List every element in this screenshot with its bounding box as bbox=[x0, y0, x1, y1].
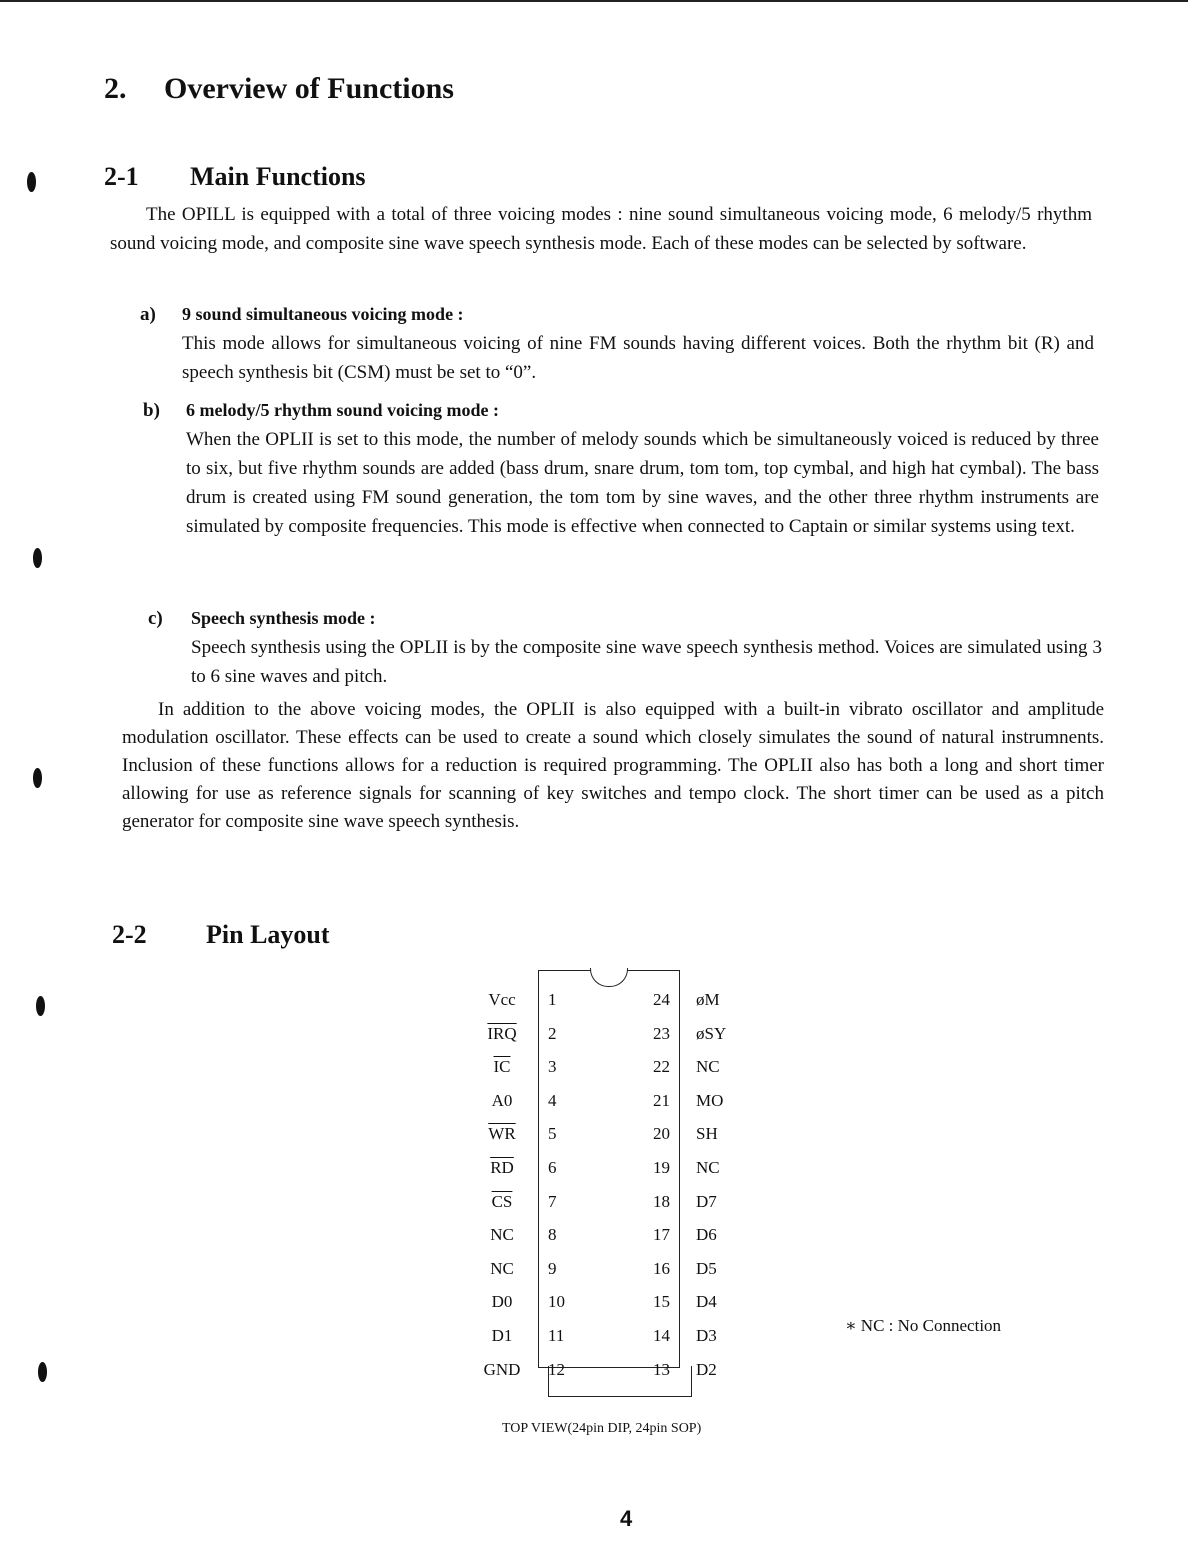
punch-hole bbox=[36, 996, 45, 1016]
punch-hole bbox=[38, 1362, 47, 1382]
section-title: Overview of Functions bbox=[164, 72, 454, 105]
pin-number-right: 17 bbox=[653, 1225, 670, 1245]
page-number: 4 bbox=[620, 1506, 633, 1531]
pin-name-left: $\overline{IC}$ bbox=[493, 1057, 511, 1077]
mode-item-label: b) bbox=[143, 400, 160, 421]
mode-item-a bbox=[140, 300, 1094, 387]
pin-layout-heading bbox=[112, 920, 330, 950]
pin-number-left: 8 bbox=[548, 1225, 557, 1245]
pin-name-right: D3 bbox=[696, 1326, 717, 1345]
pin-name-left: Vcc bbox=[488, 990, 516, 1009]
pin-number-left: 2 bbox=[548, 1023, 557, 1043]
mode-item-title: 6 melody/5 rhythm sound voicing mode : bbox=[186, 400, 500, 420]
pin-number-right: 14 bbox=[653, 1326, 670, 1345]
pin-name-right: D6 bbox=[696, 1225, 717, 1245]
pin-name-right: NC bbox=[696, 1158, 720, 1177]
mode-item-label: c) bbox=[148, 608, 163, 629]
mode-item-title: 9 sound simultaneous voicing mode : bbox=[182, 304, 464, 324]
pin-name-right: NC bbox=[696, 1057, 720, 1077]
pin-name-left: $\overline{CS}$ bbox=[491, 1191, 513, 1211]
pin-number-right: 21 bbox=[653, 1090, 670, 1110]
pin-number-left: 6 bbox=[548, 1158, 557, 1177]
mode-item-text: This mode allows for simultaneous voicing of nine FM sounds having different voices. Both the rhythm bit (R) and speech synthesis bit (CSM) must be set to “0”. bbox=[182, 333, 1094, 383]
pin-number-left: 1 bbox=[548, 990, 557, 1009]
pin-number-left: 7 bbox=[548, 1191, 557, 1211]
pin-name-left: $\overline{RD}$ bbox=[490, 1158, 514, 1177]
pin-name-right: D4 bbox=[696, 1292, 717, 1312]
pin-name-left: NC bbox=[490, 1225, 514, 1245]
pin-name-right: øM bbox=[696, 990, 720, 1009]
pin-number-right: 22 bbox=[653, 1057, 670, 1077]
scan-top-edge bbox=[0, 0, 1188, 2]
pin-name-left: A0 bbox=[491, 1090, 513, 1110]
intro-paragraph: The OPILL is equipped with a total of three voicing modes : nine sound simultaneous voicing mode, 6 melody/5 rhythm sound voicing mode, and composite sine wave speech synthesis mode. Each of these modes can be selected by software. bbox=[110, 204, 1092, 254]
pin-number-right: 24 bbox=[653, 990, 670, 1009]
pin-name-left: $\overline{WR}$ bbox=[488, 1124, 516, 1144]
pin-number-left: 11 bbox=[548, 1326, 565, 1345]
pin-name-right: D7 bbox=[696, 1191, 717, 1211]
mode-item-label: a) bbox=[140, 304, 156, 325]
closing-paragraph: In addition to the above voicing modes, the OPLII is also equipped with a built-in vibrato oscillator and amplitude modulation oscillator. These effects can be used to create a sound which closely simulates the sound of natural instrumnents. Inclusion of these functions allows for a reduction is required programming. The OPLII also has both a long and short timer allowing for use as reference signals for scanning of key switches and tempo clock. The short timer can be used as a pitch generator for composite sine wave speech synthesis. bbox=[122, 699, 1104, 832]
pin-name-left: NC bbox=[490, 1258, 514, 1278]
punch-hole bbox=[27, 172, 36, 192]
mode-item-title: Speech synthesis mode : bbox=[191, 608, 376, 628]
pin-number-right: 16 bbox=[653, 1258, 670, 1278]
pin-name-left: D1 bbox=[491, 1326, 513, 1345]
mode-item-text: Speech synthesis using the OPLII is by the composite sine wave speech synthesis method. Voices are simulated using 3 to 6 sine waves and pitch. bbox=[191, 637, 1102, 687]
pin-diagram-caption: TOP VIEW(24pin DIP, 24pin SOP) bbox=[502, 1421, 702, 1436]
punch-hole bbox=[33, 548, 42, 568]
pin-number-right: 20 bbox=[653, 1124, 670, 1144]
pin-name-right: MO bbox=[696, 1090, 724, 1110]
pin-name-right: D2 bbox=[696, 1359, 717, 1379]
mode-item-text: When the OPLII is set to this mode, the number of melody sounds which be simultaneously voiced is reduced by three to six, but five rhythm sounds are added (bass drum, snare drum, tom tom, top cymbal, and high hat cymbal). The bass drum is created using FM sound generation, the tom tom by sine waves, and the other three rhythm instruments are simulated by composite frequencies. This mode is effective when connected to Captain or similar systems using text. bbox=[186, 429, 1099, 537]
pin-number-right: 23 bbox=[653, 1023, 670, 1043]
pin-number-left: 10 bbox=[548, 1292, 565, 1312]
main-functions-title: Main Functions bbox=[190, 162, 366, 191]
pin-number-left: 4 bbox=[548, 1090, 557, 1110]
pin-name-right: SH bbox=[696, 1124, 718, 1144]
main-functions-number: 2-1 bbox=[104, 162, 139, 191]
section-heading bbox=[104, 72, 454, 106]
main-functions-heading bbox=[104, 162, 366, 192]
mode-item-c bbox=[148, 604, 1102, 691]
pin-layout-number: 2-2 bbox=[112, 920, 147, 949]
nc-footnote: ∗ NC : No Connection bbox=[845, 1316, 1002, 1335]
pin-number-left: 9 bbox=[548, 1258, 557, 1278]
pin-name-right: D5 bbox=[696, 1258, 717, 1278]
pin-number-right: 18 bbox=[653, 1191, 670, 1211]
pin-layout-title: Pin Layout bbox=[206, 920, 330, 949]
pin-number-left: 5 bbox=[548, 1124, 557, 1144]
mode-item-b bbox=[143, 396, 1099, 541]
pin-name-left: $\overline{IRQ}$ bbox=[487, 1023, 517, 1043]
pin-number-left: 12 bbox=[548, 1359, 565, 1379]
pin-number-left: 3 bbox=[548, 1057, 557, 1077]
pin-number-right: 15 bbox=[653, 1292, 670, 1312]
section-number: 2. bbox=[104, 72, 127, 105]
pin-name-left: D0 bbox=[491, 1292, 513, 1312]
pin-number-right: 19 bbox=[653, 1158, 670, 1177]
punch-hole bbox=[33, 768, 42, 788]
pin-name-right: øSY bbox=[696, 1023, 727, 1043]
pin-name-left: GND bbox=[483, 1359, 521, 1379]
pin-number-right: 13 bbox=[653, 1359, 670, 1379]
